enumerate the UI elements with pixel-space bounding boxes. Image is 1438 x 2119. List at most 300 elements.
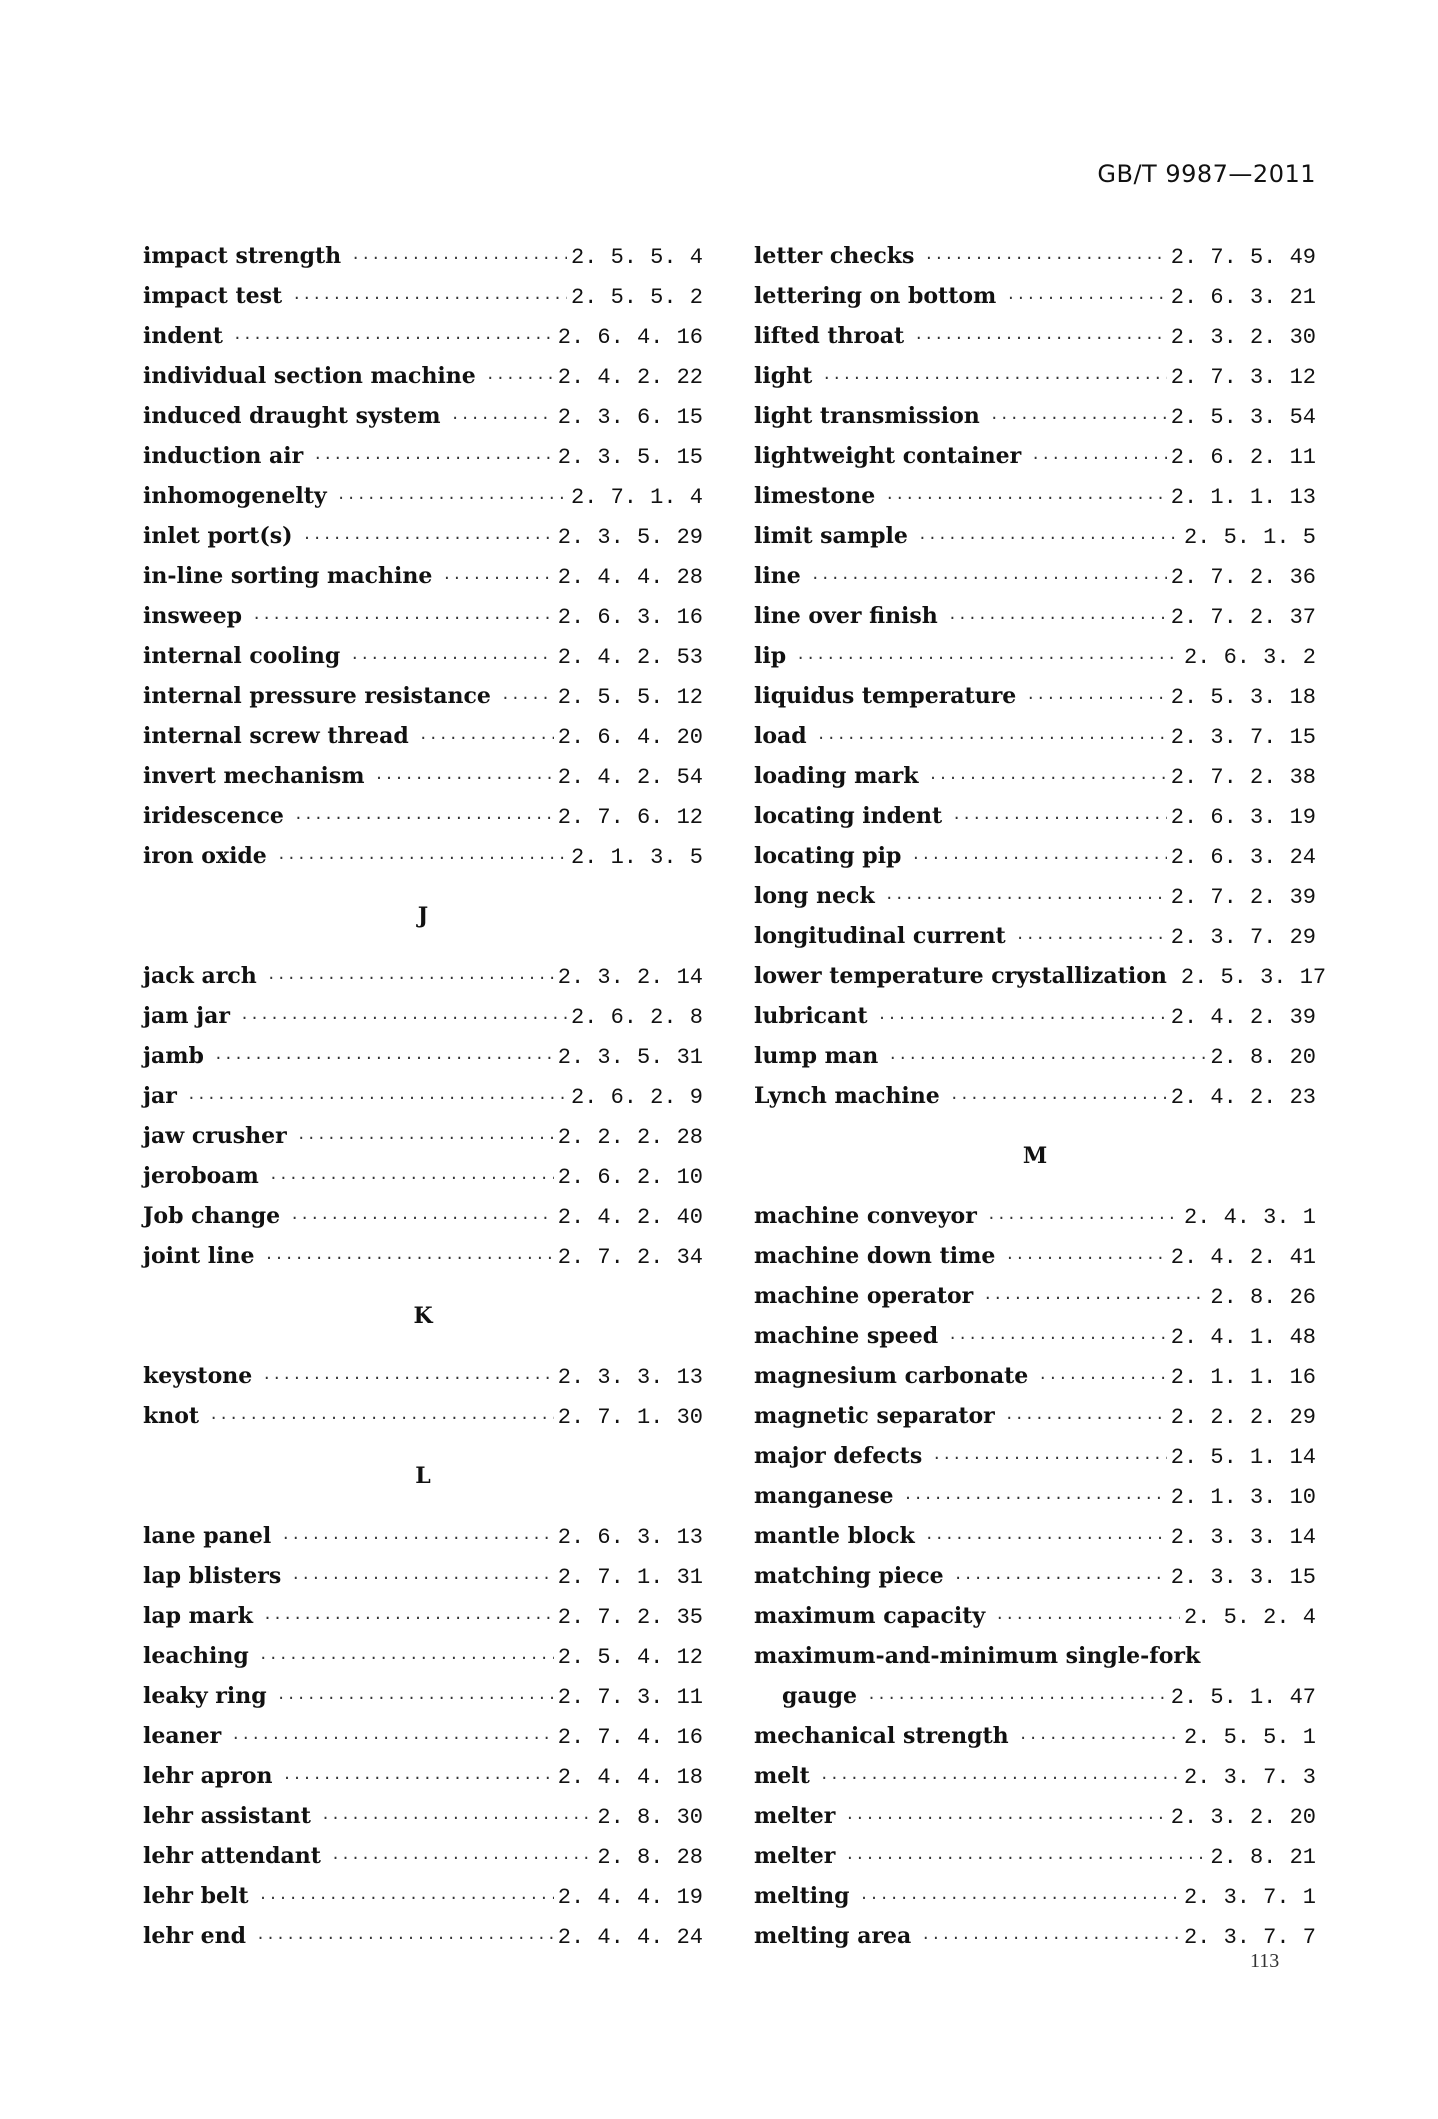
entry-term: keystone	[143, 1363, 253, 1389]
entry-term: in-line sorting machine	[143, 563, 433, 589]
entry-ref: 2. 4. 4. 24	[557, 1925, 703, 1950]
entry-term: lehr apron	[143, 1763, 273, 1789]
entry-ref: 2. 3. 2. 14	[557, 965, 703, 990]
dot-leader	[820, 1758, 1180, 1798]
dot-leader	[1005, 1238, 1166, 1278]
index-entry	[143, 1876, 703, 1916]
dot-leader	[233, 318, 554, 358]
dot-leader	[924, 238, 1166, 278]
dot-leader	[860, 1878, 1180, 1918]
index-entry	[754, 1516, 1316, 1556]
entry-term: light transmission	[754, 403, 980, 429]
entry-group-m	[754, 1196, 1316, 1956]
index-entry	[754, 556, 1316, 596]
entry-ref: 2. 3. 7. 7	[1183, 1925, 1316, 1950]
dot-leader	[1019, 1718, 1180, 1758]
entry-term: liquidus temperature	[754, 683, 1017, 709]
index-entry	[143, 836, 703, 876]
dot-leader	[501, 678, 554, 718]
entry-term: gauge	[782, 1683, 858, 1709]
dot-leader	[419, 718, 554, 758]
dot-leader	[1005, 1398, 1167, 1438]
entry-ref: 2. 5. 1. 47	[1170, 1685, 1316, 1710]
page-number: 113	[1250, 1950, 1280, 1972]
entry-ref: 2. 7. 3. 12	[1170, 365, 1316, 390]
index-entry	[143, 516, 703, 556]
entry-term: melt	[754, 1763, 810, 1789]
entry-ref: 2. 3. 2. 20	[1170, 1805, 1316, 1830]
index-entry	[754, 996, 1316, 1036]
index-entry	[754, 1876, 1316, 1916]
entry-ref: 2. 7. 1. 4	[570, 485, 703, 510]
index-entry	[754, 276, 1316, 316]
dot-leader	[486, 358, 554, 398]
entry-term: jar	[143, 1083, 177, 1109]
entry-term: locating pip	[754, 843, 902, 869]
entry-ref: 2. 6. 2. 9	[570, 1085, 703, 1110]
entry-term: individual section machine	[143, 363, 476, 389]
left-column	[143, 236, 703, 1956]
dot-leader	[1038, 1358, 1166, 1398]
entry-term: longitudinal current	[754, 923, 1006, 949]
index-entry	[143, 1836, 703, 1876]
entry-ref: 2. 2. 2. 29	[1170, 1405, 1316, 1430]
entry-ref: 2. 4. 4. 28	[557, 565, 703, 590]
entry-term: joint line	[143, 1243, 255, 1269]
entry-ref: 2. 5. 3. 17	[1180, 965, 1327, 990]
dot-leader	[337, 478, 567, 518]
dot-leader	[267, 958, 554, 998]
index-entry	[143, 1716, 703, 1756]
index-entry	[754, 1756, 1316, 1796]
entry-ref: 2. 4. 2. 41	[1170, 1245, 1316, 1270]
index-entry	[143, 1076, 703, 1116]
dot-leader	[1016, 918, 1167, 958]
entry-term: lap mark	[143, 1603, 254, 1629]
index-entry	[143, 236, 703, 276]
entry-term: internal screw thread	[143, 723, 409, 749]
entry-ref: 2. 8. 21	[1210, 1845, 1316, 1870]
dot-leader	[331, 1838, 593, 1878]
dot-leader	[885, 878, 1167, 918]
dot-leader	[845, 1798, 1166, 1838]
index-entry	[143, 716, 703, 756]
index-entry	[754, 1556, 1316, 1596]
entry-term: letter checks	[754, 243, 915, 269]
entry-term: magnesium carbonate	[754, 1363, 1029, 1389]
dot-leader	[294, 798, 554, 838]
entry-ref: 2. 4. 2. 54	[557, 765, 703, 790]
entry-term: iridescence	[143, 803, 284, 829]
entry-term: light	[754, 363, 813, 389]
index-entry	[754, 596, 1316, 636]
index-entry	[754, 1476, 1316, 1516]
dot-leader	[822, 358, 1167, 398]
index-entry	[754, 1276, 1316, 1316]
entry-term: matching piece	[754, 1563, 944, 1589]
dot-leader	[918, 518, 1180, 558]
entry-term: machine down time	[754, 1243, 996, 1269]
index-entry	[754, 756, 1316, 796]
index-entry	[143, 556, 703, 596]
dot-leader	[277, 1678, 554, 1718]
section-heading-j: J	[417, 903, 429, 929]
dot-leader	[442, 558, 553, 598]
index-entry	[754, 676, 1316, 716]
dot-leader	[281, 1518, 554, 1558]
entry-ref: 2. 1. 1. 13	[1170, 485, 1316, 510]
dot-leader	[885, 478, 1167, 518]
entry-term: melter	[754, 1803, 836, 1829]
dot-leader	[878, 998, 1167, 1038]
entry-ref: 2. 5. 5. 12	[557, 685, 703, 710]
entry-term: jaw crusher	[143, 1123, 287, 1149]
dot-leader	[313, 438, 554, 478]
entry-ref: 2. 6. 3. 13	[557, 1525, 703, 1550]
entry-ref: 2. 6. 3. 16	[557, 605, 703, 630]
entry-ref: 2. 7. 4. 16	[557, 1725, 703, 1750]
entry-term: machine conveyor	[754, 1203, 977, 1229]
dot-leader	[265, 1238, 554, 1278]
entry-term: lehr belt	[143, 1883, 249, 1909]
index-entry	[143, 596, 703, 636]
dot-leader	[231, 1718, 554, 1758]
index-entry	[754, 796, 1316, 836]
entry-ref: 2. 4. 4. 18	[557, 1765, 703, 1790]
entry-term: lump man	[754, 1043, 879, 1069]
entry-ref: 2. 3. 3. 14	[1170, 1525, 1316, 1550]
entry-term: leaching	[143, 1643, 249, 1669]
entry-ref: 2. 6. 4. 20	[557, 725, 703, 750]
standard-code: GB/T 9987—2011	[1097, 160, 1316, 188]
index-entry	[143, 316, 703, 356]
entry-group-j	[143, 956, 703, 1276]
index-entry	[143, 1916, 703, 1956]
dot-leader	[845, 1838, 1206, 1878]
entry-ref: 2. 3. 7. 29	[1170, 925, 1316, 950]
entry-ref: 2. 3. 3. 13	[557, 1365, 703, 1390]
index-entry	[754, 876, 1316, 916]
index-entry	[754, 476, 1316, 516]
entry-term: jeroboam	[143, 1163, 259, 1189]
index-entry	[143, 1236, 703, 1276]
dot-leader	[187, 1078, 567, 1118]
entry-term: mechanical strength	[754, 1723, 1009, 1749]
index-entry	[754, 836, 1316, 876]
index-entry	[143, 1196, 703, 1236]
entry-term: inlet port(s)	[143, 523, 293, 549]
entry-term: internal pressure resistance	[143, 683, 491, 709]
index-entry	[143, 476, 703, 516]
entry-group-i	[143, 236, 703, 876]
index-entry	[143, 1636, 703, 1676]
index-entry	[754, 916, 1316, 956]
entry-term: invert mechanism	[143, 763, 365, 789]
section-heading-m: M	[1022, 1143, 1048, 1169]
entry-ref: 2. 6. 3. 24	[1170, 845, 1316, 870]
index-entry	[143, 636, 703, 676]
entry-term: impact test	[143, 283, 283, 309]
entry-term: leaky ring	[143, 1683, 267, 1709]
index-entry	[754, 236, 1316, 276]
index-entry-continuation	[754, 1676, 1316, 1716]
entry-term: jam jar	[143, 1003, 230, 1029]
dot-leader	[240, 998, 567, 1038]
index-entry	[143, 1756, 703, 1796]
index-entry	[143, 1156, 703, 1196]
entry-term: iron oxide	[143, 843, 267, 869]
entry-term: line	[754, 563, 801, 589]
index-entry	[754, 716, 1316, 756]
entry-term: load	[754, 723, 807, 749]
dot-leader	[1031, 438, 1167, 478]
entry-term: limestone	[754, 483, 876, 509]
entry-ref: 2. 3. 6. 15	[557, 405, 703, 430]
dot-leader	[950, 1078, 1167, 1118]
entry-term: lehr attendant	[143, 1843, 321, 1869]
entry-ref: 2. 1. 3. 5	[570, 845, 703, 870]
entry-term: mantle block	[754, 1523, 915, 1549]
dot-leader	[867, 1678, 1167, 1718]
entry-ref: 2. 7. 1. 30	[557, 1405, 703, 1430]
dot-leader	[259, 1878, 554, 1918]
dot-leader	[948, 598, 1167, 638]
entry-term: induced draught system	[143, 403, 441, 429]
entry-ref: 2. 5. 5. 2	[570, 285, 703, 310]
index-entry	[754, 636, 1316, 676]
entry-group-l-continued	[754, 236, 1327, 1116]
index-entry	[143, 756, 703, 796]
index-entry	[143, 276, 703, 316]
entry-term: impact strength	[143, 243, 342, 269]
entry-term: lip	[754, 643, 787, 669]
dot-leader	[1006, 278, 1166, 318]
entry-term: lehr assistant	[143, 1803, 311, 1829]
index-entry	[143, 436, 703, 476]
entry-ref: 2. 7. 3. 11	[557, 1685, 703, 1710]
index-entry	[143, 676, 703, 716]
dot-leader	[321, 1798, 593, 1838]
index-entry	[754, 1836, 1316, 1876]
index-entry	[754, 356, 1316, 396]
entry-term: indent	[143, 323, 223, 349]
index-entry	[143, 996, 703, 1036]
entry-term: long neck	[754, 883, 875, 909]
dot-leader	[283, 1758, 554, 1798]
index-entry	[754, 1236, 1316, 1276]
dot-leader	[291, 1558, 553, 1598]
index-entry	[754, 1436, 1316, 1476]
entry-term: jack arch	[143, 963, 257, 989]
dot-leader	[928, 758, 1166, 798]
entry-ref: 2. 7. 2. 39	[1170, 885, 1316, 910]
entry-ref: 2. 5. 5. 1	[1183, 1725, 1316, 1750]
entry-term: induction air	[143, 443, 304, 469]
entry-ref: 2. 6. 4. 16	[557, 325, 703, 350]
right-column	[754, 236, 1327, 1956]
entry-term: lubricant	[754, 1003, 868, 1029]
entry-ref: 2. 4. 2. 40	[557, 1205, 703, 1230]
entry-ref: 2. 3. 7. 15	[1170, 725, 1316, 750]
dot-leader	[948, 1318, 1167, 1358]
entry-term: limit sample	[754, 523, 908, 549]
section-heading-l: L	[415, 1463, 431, 1489]
entry-term: melter	[754, 1843, 836, 1869]
entry-ref: 2. 4. 3. 1	[1183, 1205, 1316, 1230]
dot-leader	[952, 798, 1167, 838]
dot-leader	[209, 1398, 554, 1438]
entry-term: lightweight container	[754, 443, 1022, 469]
dot-leader	[911, 838, 1166, 878]
dot-leader	[1026, 678, 1166, 718]
entry-ref: 2. 3. 5. 15	[557, 445, 703, 470]
entry-group-k	[143, 1356, 703, 1436]
index-entry	[143, 1556, 703, 1596]
entry-ref: 2. 5. 3. 18	[1170, 685, 1316, 710]
index-entry	[754, 1916, 1316, 1956]
entry-ref: 2. 5. 4. 12	[557, 1645, 703, 1670]
entry-term: lehr end	[143, 1923, 246, 1949]
entry-ref: 2. 8. 20	[1210, 1045, 1316, 1070]
index-entry	[143, 1116, 703, 1156]
entry-ref: 2. 7. 5. 49	[1170, 245, 1316, 270]
entry-ref: 2. 5. 1. 5	[1183, 525, 1316, 550]
entry-term: jamb	[143, 1043, 204, 1069]
dot-leader	[303, 518, 554, 558]
entry-ref: 2. 8. 28	[597, 1845, 703, 1870]
entry-ref: 2. 3. 2. 30	[1170, 325, 1316, 350]
entry-term: melting area	[754, 1923, 912, 1949]
entry-ref: 2. 7. 2. 34	[557, 1245, 703, 1270]
dot-leader	[888, 1038, 1206, 1078]
entry-term: lettering on bottom	[754, 283, 997, 309]
entry-ref: 2. 2. 2. 28	[557, 1125, 703, 1150]
entry-term: loading mark	[754, 763, 919, 789]
entry-ref: 2. 7. 2. 38	[1170, 765, 1316, 790]
entry-ref: 2. 4. 4. 19	[557, 1885, 703, 1910]
index-entry	[754, 516, 1316, 556]
entry-term: Job change	[143, 1203, 281, 1229]
dot-leader	[290, 1198, 554, 1238]
entry-ref: 2. 5. 5. 4	[570, 245, 703, 270]
entry-ref: 2. 4. 2. 53	[557, 645, 703, 670]
dot-leader	[262, 1358, 554, 1398]
entry-term: lower temperature crystallization	[754, 963, 1167, 989]
entry-ref: 2. 5. 1. 14	[1170, 1445, 1316, 1470]
dot-leader	[817, 718, 1167, 758]
entry-ref: 2. 4. 2. 23	[1170, 1085, 1316, 1110]
index-entry	[143, 1356, 703, 1396]
entry-ref: 2. 8. 30	[597, 1805, 703, 1830]
entry-term: melting	[754, 1883, 850, 1909]
index-entry	[143, 1676, 703, 1716]
entry-term: machine operator	[754, 1283, 974, 1309]
dot-leader	[374, 758, 553, 798]
entry-ref: 2. 3. 3. 15	[1170, 1565, 1316, 1590]
entry-ref: 2. 7. 1. 31	[557, 1565, 703, 1590]
dot-leader	[256, 1918, 554, 1958]
entry-ref: 2. 6. 2. 10	[557, 1165, 703, 1190]
section-heading-k: K	[413, 1303, 433, 1329]
dot-leader	[990, 398, 1167, 438]
dot-leader	[277, 838, 567, 878]
dot-leader	[796, 638, 1180, 678]
entry-term: lane panel	[143, 1523, 272, 1549]
dot-leader	[252, 598, 554, 638]
entry-term: leaner	[143, 1723, 222, 1749]
index-entry	[754, 1356, 1316, 1396]
dot-leader	[350, 638, 554, 678]
index-entry	[143, 956, 703, 996]
entry-term: maximum-and-minimum single-fork	[754, 1643, 1201, 1669]
entry-term: locating indent	[754, 803, 943, 829]
entry-ref: 2. 7. 2. 37	[1170, 605, 1316, 630]
entry-term: line over finish	[754, 603, 938, 629]
index-entry	[754, 1076, 1316, 1116]
index-entry	[143, 396, 703, 436]
index-entry	[754, 316, 1316, 356]
dot-leader	[995, 1598, 1180, 1638]
entry-term: magnetic separator	[754, 1403, 995, 1429]
entry-ref: 2. 4. 2. 22	[557, 365, 703, 390]
entry-term: internal cooling	[143, 643, 341, 669]
entry-ref: 2. 4. 1. 48	[1170, 1325, 1316, 1350]
dot-leader	[954, 1558, 1167, 1598]
index-entry	[143, 796, 703, 836]
dot-leader	[932, 1438, 1167, 1478]
index-entry	[754, 1796, 1316, 1836]
dot-leader	[297, 1118, 554, 1158]
dot-leader	[983, 1278, 1206, 1318]
entry-term: major defects	[754, 1443, 923, 1469]
index-entry	[754, 1036, 1316, 1076]
entry-term: maximum capacity	[754, 1603, 986, 1629]
dot-leader	[292, 278, 567, 318]
index-entry-heading-line	[754, 1636, 1316, 1676]
dot-leader	[987, 1198, 1180, 1238]
index-entry	[754, 1716, 1316, 1756]
index-entry	[754, 396, 1316, 436]
dot-leader	[259, 1638, 554, 1678]
dot-leader	[811, 558, 1167, 598]
entry-ref: 2. 8. 26	[1210, 1285, 1316, 1310]
entry-ref: 2. 3. 5. 29	[557, 525, 703, 550]
entry-group-l	[143, 1516, 703, 1956]
entry-ref: 2. 5. 2. 4	[1183, 1605, 1316, 1630]
entry-term: manganese	[754, 1483, 894, 1509]
entry-ref: 2. 1. 1. 16	[1170, 1365, 1316, 1390]
index-entry	[143, 1796, 703, 1836]
dot-leader	[925, 1518, 1167, 1558]
index-entry	[143, 1516, 703, 1556]
entry-ref: 2. 6. 3. 19	[1170, 805, 1316, 830]
entry-term: insweep	[143, 603, 243, 629]
dot-leader	[214, 1038, 554, 1078]
entry-ref: 2. 6. 2. 8	[570, 1005, 703, 1030]
entry-term: Lynch machine	[754, 1083, 940, 1109]
index-entry	[754, 1396, 1316, 1436]
index-entry	[143, 1036, 703, 1076]
entry-term: lifted throat	[754, 323, 905, 349]
index-entry	[754, 436, 1316, 476]
entry-term: machine speed	[754, 1323, 939, 1349]
dot-leader	[904, 1478, 1167, 1518]
index-entry	[754, 1316, 1316, 1356]
entry-ref: 2. 3. 7. 1	[1183, 1885, 1316, 1910]
index-entry	[754, 1196, 1316, 1236]
index-entry	[143, 356, 703, 396]
entry-ref: 2. 7. 6. 12	[557, 805, 703, 830]
